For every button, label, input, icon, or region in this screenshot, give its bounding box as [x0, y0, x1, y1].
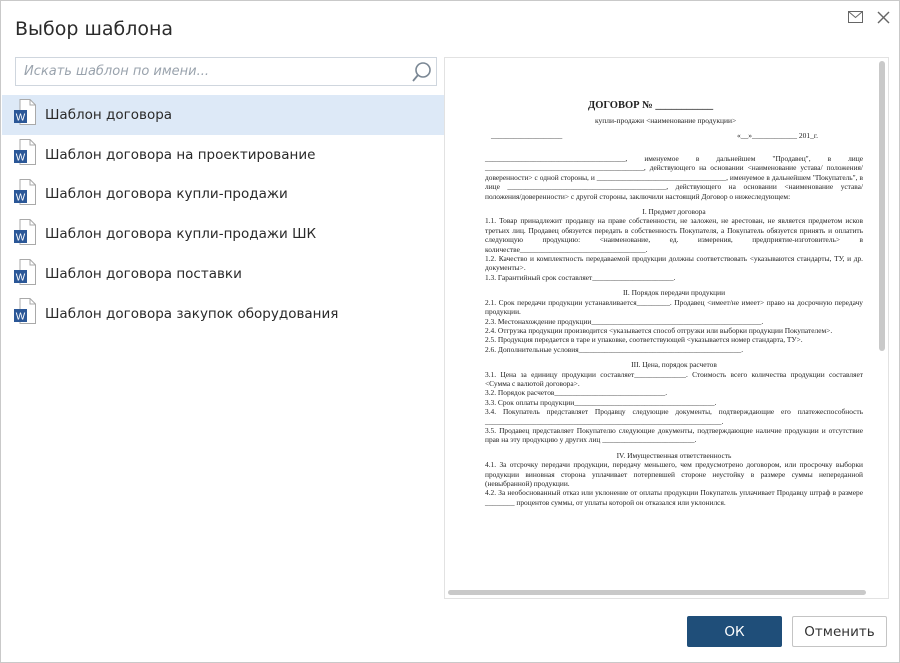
- document-date-line: «__»____________ 201_г.: [737, 131, 818, 140]
- svg-text:W: W: [15, 112, 26, 124]
- search-icon[interactable]: [410, 60, 434, 84]
- document-paragraph: 1.1. Товар принадлежит продавцу на праве собственности, не заложен, не арестован, не является предметом исков третьих лиц. Продавец обязуется передать в собственность Покупателя, а Покупатель обязуется принять и оплатить следующую продукцию: <наименование, ед. измерения, предприятие-изготовитель> в количестве__________________________________.: [485, 216, 863, 254]
- document-paragraph: 2.5. Продукция передается в таре и упаковке, соответствующей <указывается номер стандарта, ТУ>.: [485, 335, 803, 345]
- template-item-label: Шаблон договора закупок оборудования: [45, 305, 339, 322]
- word-document-icon: [14, 219, 36, 250]
- document-paragraph: 4.2. За необоснованный отказ или уклонение от оплаты продукции Покупатель уплачивает Продавцу штраф в размере ________ процентов суммы, от уплаты которой он отказался или уклонился.: [485, 488, 863, 507]
- dialog-title: Выбор шаблона: [15, 18, 174, 40]
- word-document-icon: [14, 99, 36, 130]
- document-paragraph: 3.1. Цена за единицу продукции составляет______________. Стоимость всего количества продукции составляет <Сумма с валютой договора>.: [485, 369, 863, 388]
- close-icon[interactable]: [875, 9, 891, 25]
- document-section-heading: IV. Имущественная ответственность: [616, 450, 732, 460]
- document-paragraph: 2.1. Срок передачи продукции устанавливается_________. Продавец <имеет/не имеет> право на досрочную передачу продукции.: [485, 297, 863, 317]
- template-item[interactable]: [2, 214, 444, 254]
- document-paragraph: 2.6. Дополнительные условия____________________________________________.: [485, 344, 744, 354]
- document-paragraph: 3.5. Продавец представляет Покупателю следующие документы, подтверждающие наличие продукции и отсутствие прав на эту продукцию у других лиц _________________________.: [485, 425, 863, 445]
- template-item-label: Шаблон договора на проектирование: [45, 146, 316, 163]
- svg-text:W: W: [15, 311, 26, 323]
- document-section-heading: III. Цена, порядок расчетов: [631, 360, 717, 370]
- word-document-icon: [14, 298, 36, 329]
- document-place-line: ___________________: [491, 131, 563, 140]
- svg-text:W: W: [15, 192, 26, 204]
- document-paragraph: 3.4. Покупатель представляет Продавцу следующие документы, подтверждающие его платежеспособность ________________________________________________________________.: [485, 407, 863, 426]
- template-item[interactable]: [2, 254, 444, 294]
- document-section-heading: II. Порядок передачи продукции: [622, 288, 726, 298]
- template-list: [2, 95, 444, 334]
- svg-text:W: W: [15, 272, 26, 284]
- mail-icon[interactable]: [847, 9, 863, 25]
- document-section-heading: I. Предмет договора: [642, 207, 706, 217]
- document-heading: ДОГОВОР № ___________: [588, 100, 714, 111]
- word-document-icon: [14, 179, 36, 210]
- cancel-button[interactable]: Отменить: [792, 616, 887, 647]
- document-paragraph: 3.2. Порядок расчетов______________________________.: [485, 388, 668, 398]
- document-paragraph: 1.2. Качество и комплектность передаваемой продукции должны соответствовать <указываются стандарты, ТУ, и др. документы>.: [485, 254, 863, 273]
- template-item-label: Шаблон договора купли-продажи: [45, 186, 288, 203]
- document-paragraph: 2.3. Местонахождение продукции______________________________________________.: [485, 316, 764, 326]
- template-preview-pane: [444, 57, 889, 599]
- preview-vertical-scrollbar[interactable]: [879, 61, 885, 351]
- document-paragraph: 2.4. Отгрузка продукции производится <указывается способ отгрузки или выборки продукции Покупателем>.: [485, 325, 833, 335]
- preview-horizontal-scrollbar[interactable]: [448, 590, 866, 595]
- document-paragraph: 3.3. Срок оплаты продукции______________________________________.: [485, 397, 717, 407]
- ok-button[interactable]: ОК: [687, 616, 782, 647]
- word-document-icon: [14, 259, 36, 290]
- template-item[interactable]: [2, 95, 444, 135]
- svg-text:W: W: [15, 152, 26, 164]
- document-body: [485, 154, 863, 507]
- template-item-label: Шаблон договора купли-продажи ШК: [45, 226, 317, 243]
- document-subheading: купли-продажи <наименование продукции>: [595, 116, 737, 125]
- template-item-label: Шаблон договора поставки: [45, 266, 242, 283]
- document-paragraph: 1.3. Гарантийный срок составляет______________________.: [485, 272, 676, 282]
- template-search-input[interactable]: [16, 58, 412, 85]
- document-paragraph: 4.1. За отсрочку передачи продукции, передачу меньшего, чем предусмотрено договором, или просрочку выборки продукции виновная сторона уплачивает потерпевшей стороне неустойку в размере суммы непереданной (невыбранной) продукции.: [485, 460, 863, 488]
- template-item[interactable]: [2, 175, 444, 215]
- document-paragraph: ______________________________________, именуемое в дальнейшем "Продавец", в лице ___________________________________________, действующего на основании <наименование устава/ положения/доверенности> с одной стороны, и ___________________________________, именуемое в дальнейшем "Покупатель", в лице ___________________________________________, действующего на основании <наименование устава/ положения/доверенности> с другой стороны, заключили настоящий Договор о нижеследующем:: [485, 154, 863, 201]
- svg-text:W: W: [15, 232, 26, 244]
- template-search-box: [15, 57, 437, 86]
- word-document-icon: [14, 139, 36, 170]
- template-item[interactable]: [2, 135, 444, 175]
- template-item[interactable]: [2, 294, 444, 334]
- dialog-window-controls: [847, 9, 891, 25]
- template-item-label: Шаблон договора: [45, 106, 173, 123]
